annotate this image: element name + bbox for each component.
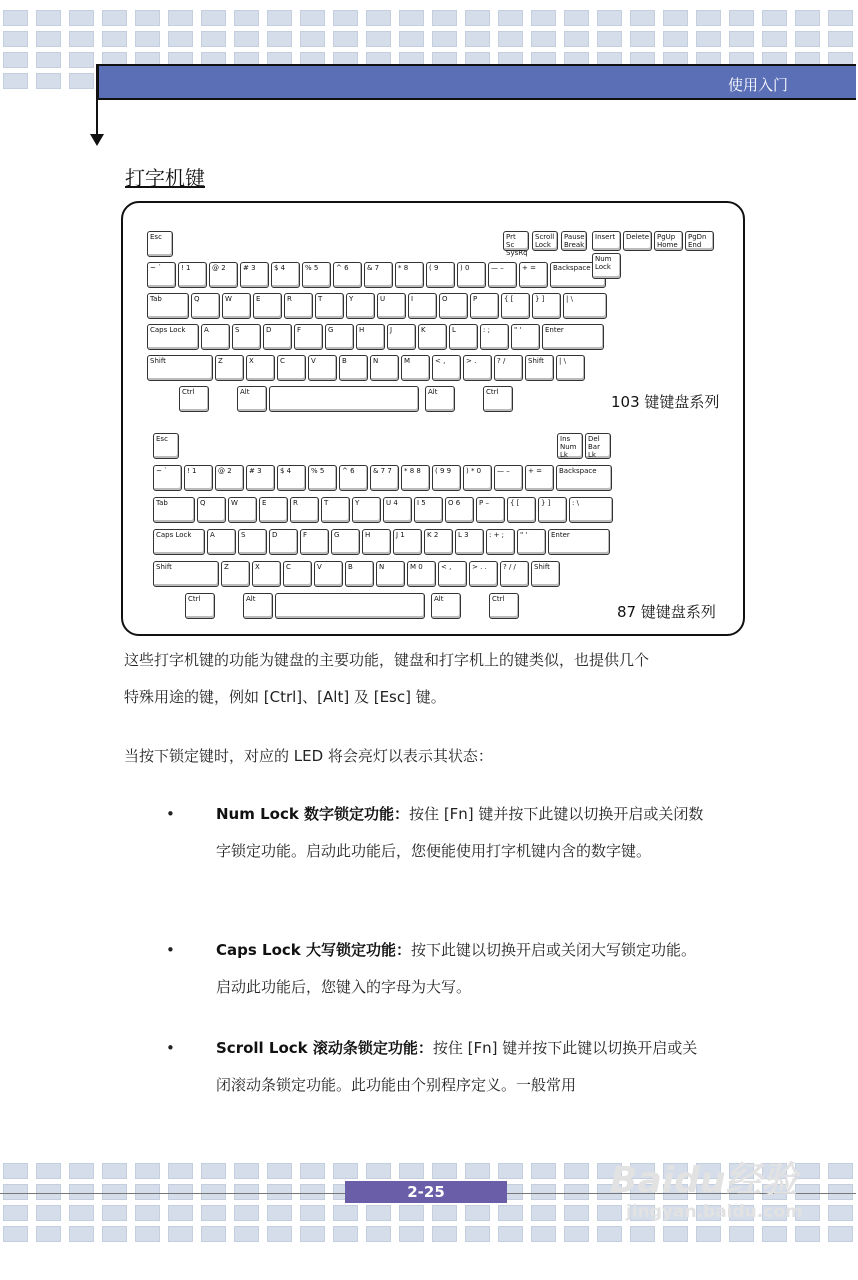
tile [597, 10, 622, 26]
key: R [284, 293, 313, 319]
tile [729, 1226, 754, 1242]
tile [663, 10, 688, 26]
tile [3, 1205, 28, 1221]
key: Q [197, 497, 226, 523]
key: { [ [501, 293, 530, 319]
key: + = [525, 465, 554, 491]
key: Delete [623, 231, 652, 251]
tile [366, 1163, 391, 1179]
tile [267, 1205, 292, 1221]
keyboard-87 [153, 433, 600, 613]
key: # 3 [240, 262, 269, 288]
tile [201, 1163, 226, 1179]
tile [432, 31, 457, 47]
tile [102, 1163, 127, 1179]
tile [102, 1226, 127, 1242]
key: O 6 [445, 497, 474, 523]
tile [531, 10, 556, 26]
key: ? / / [500, 561, 529, 587]
key: ~ ` [153, 465, 182, 491]
key: < , [438, 561, 467, 587]
key: & 7 [364, 262, 393, 288]
keyboard-103-caption: 103 键键盘系列 [611, 393, 720, 411]
keyboard-103 [147, 231, 727, 411]
tile [300, 31, 325, 47]
key: Tab [147, 293, 189, 319]
key: Shift [147, 355, 213, 381]
key: Ctrl [185, 593, 215, 619]
tile [168, 1184, 193, 1200]
tile [762, 10, 787, 26]
tile [828, 1163, 853, 1179]
tile [135, 1163, 160, 1179]
key: E [259, 497, 288, 523]
key: H [362, 529, 391, 555]
key: PgUp Home [654, 231, 683, 251]
tile [333, 1163, 358, 1179]
key: X [246, 355, 275, 381]
tile [267, 1163, 292, 1179]
tile [234, 31, 259, 47]
tile [630, 1226, 655, 1242]
key: T [321, 497, 350, 523]
tile [498, 1205, 523, 1221]
tile [366, 1226, 391, 1242]
key: V [314, 561, 343, 587]
key: P [470, 293, 499, 319]
key: ( 9 9 [432, 465, 461, 491]
key: M 0 [407, 561, 436, 587]
tile [135, 31, 160, 47]
watermark-url: jingyan.baidu.com [626, 1202, 803, 1222]
key: { [ [507, 497, 536, 523]
key: * 8 [395, 262, 424, 288]
tile [234, 10, 259, 26]
tile [300, 10, 325, 26]
key: Shift [153, 561, 219, 587]
key: Pause Break [561, 231, 587, 251]
key: & 7 7 [370, 465, 399, 491]
key: Ctrl [483, 386, 513, 412]
key: Y [352, 497, 381, 523]
tile [267, 1184, 292, 1200]
key: Prt Sc SysRq [503, 231, 529, 251]
key: D [269, 529, 298, 555]
bullet-num-lock [216, 796, 706, 870]
key: " ' [517, 529, 546, 555]
tile [300, 1163, 325, 1179]
tile [135, 1226, 160, 1242]
key: Caps Lock [153, 529, 205, 555]
tile [234, 1163, 259, 1179]
key: J [387, 324, 416, 350]
tile [333, 31, 358, 47]
key: U 4 [383, 497, 412, 523]
key: ^ 6 [339, 465, 368, 491]
tile [333, 1226, 358, 1242]
tile [795, 31, 820, 47]
key: E [253, 293, 282, 319]
tile [3, 1163, 28, 1179]
key: K 2 [424, 529, 453, 555]
tile [531, 1226, 556, 1242]
key: Caps Lock [147, 324, 199, 350]
tile [597, 1205, 622, 1221]
tile [102, 10, 127, 26]
bullet-scroll-lock-title: Scroll Lock 滚动条锁定功能： [216, 1039, 433, 1057]
tile [267, 10, 292, 26]
tile [597, 31, 622, 47]
key: N [370, 355, 399, 381]
key: G [331, 529, 360, 555]
key: F [294, 324, 323, 350]
key: ) 0 [457, 262, 486, 288]
key: @ 2 [209, 262, 238, 288]
key: T [315, 293, 344, 319]
tile [69, 1226, 94, 1242]
chapter-title: 使用入门 [727, 76, 788, 94]
tile [69, 1205, 94, 1221]
tile [432, 1163, 457, 1179]
tile [201, 10, 226, 26]
tile [399, 10, 424, 26]
tile [102, 1205, 127, 1221]
key: S [232, 324, 261, 350]
key: O [439, 293, 468, 319]
tile [201, 1184, 226, 1200]
tile [465, 1163, 490, 1179]
key: Insert [592, 231, 621, 251]
arrow-down-icon [96, 64, 98, 136]
key: % 5 [302, 262, 331, 288]
tile [762, 31, 787, 47]
key: | \ [563, 293, 607, 319]
key: Shift [525, 355, 554, 381]
key: B [345, 561, 374, 587]
bullet-dot: • [166, 805, 175, 823]
bullet-caps-lock-title: Caps Lock 大写锁定功能： [216, 941, 411, 959]
key: Z [221, 561, 250, 587]
tile [3, 1226, 28, 1242]
key: S [238, 529, 267, 555]
tile [531, 31, 556, 47]
tile [564, 31, 589, 47]
key: I [408, 293, 437, 319]
tile [432, 1205, 457, 1221]
key: Backspace [556, 465, 612, 491]
tile [3, 52, 28, 68]
arrow-head-icon [90, 134, 104, 146]
key: C [277, 355, 306, 381]
tile [333, 10, 358, 26]
key: " ' [511, 324, 540, 350]
tile [630, 31, 655, 47]
tile [564, 1205, 589, 1221]
tile [234, 1226, 259, 1242]
tile [267, 1226, 292, 1242]
key: Alt [425, 386, 455, 412]
tile [432, 1226, 457, 1242]
key: M [401, 355, 430, 381]
watermark-brand: Baidu经验 [610, 1160, 798, 1201]
key: X [252, 561, 281, 587]
tile [465, 31, 490, 47]
bullet-dot: • [166, 1039, 175, 1057]
tile [465, 1226, 490, 1242]
tile [564, 1163, 589, 1179]
tile [3, 31, 28, 47]
tile [729, 31, 754, 47]
key: R [290, 497, 319, 523]
tile [828, 31, 853, 47]
tile [135, 1205, 160, 1221]
tile [69, 73, 94, 89]
tile [36, 1226, 61, 1242]
key: Y [346, 293, 375, 319]
tile [498, 10, 523, 26]
tile [300, 1205, 325, 1221]
tile [597, 1226, 622, 1242]
key: : + ; [486, 529, 515, 555]
tile [168, 10, 193, 26]
key: Alt [237, 386, 267, 412]
tile [564, 1226, 589, 1242]
chapter-banner [97, 64, 856, 100]
key: Scroll Lock [532, 231, 558, 251]
key: F [300, 529, 329, 555]
tile [69, 1163, 94, 1179]
tile [531, 1163, 556, 1179]
tile [630, 10, 655, 26]
key: } ] [532, 293, 561, 319]
key: Num Lock [592, 253, 621, 279]
watermark [610, 1152, 803, 1222]
tile [432, 10, 457, 26]
tile [69, 10, 94, 26]
key: > . . [469, 561, 498, 587]
tile [69, 52, 94, 68]
tile [399, 1226, 424, 1242]
key: Enter [548, 529, 610, 555]
key: Q [191, 293, 220, 319]
key: Ctrl [489, 593, 519, 619]
key: Esc [147, 231, 173, 257]
bullet-dot: • [166, 941, 175, 959]
tile [267, 31, 292, 47]
tile [333, 1205, 358, 1221]
key: ^ 6 [333, 262, 362, 288]
tile [36, 1205, 61, 1221]
bullet-num-lock-text: 按住 [Fn] 键并按下此键以切换开启或关闭数字锁定功能。启动此功能后，您便能使用打字机键内含的数字键。 [216, 805, 704, 860]
key: W [222, 293, 251, 319]
key: I 5 [414, 497, 443, 523]
tile [498, 1163, 523, 1179]
key: B [339, 355, 368, 381]
key: } ] [538, 497, 567, 523]
key [275, 593, 425, 619]
key: * 8 8 [401, 465, 430, 491]
key: N [376, 561, 405, 587]
key: A [201, 324, 230, 350]
tile [564, 10, 589, 26]
key [269, 386, 419, 412]
key: Alt [431, 593, 461, 619]
tile [36, 1163, 61, 1179]
key: : ; [480, 324, 509, 350]
key: Backspace [550, 262, 606, 288]
page-number: 2-25 [345, 1181, 507, 1203]
key: $ 4 [271, 262, 300, 288]
tile [300, 1184, 325, 1200]
bullet-num-lock-title: Num Lock 数字锁定功能： [216, 805, 410, 823]
tile [36, 73, 61, 89]
keyboard-87-caption: 87 键键盘系列 [617, 603, 716, 621]
tile [498, 31, 523, 47]
key: G [325, 324, 354, 350]
key: < , [432, 355, 461, 381]
tile [201, 31, 226, 47]
keyboard-illustration [121, 201, 745, 636]
tile [36, 31, 61, 47]
tile [366, 10, 391, 26]
tile [168, 1163, 193, 1179]
key: $ 4 [277, 465, 306, 491]
tile [3, 10, 28, 26]
tile [795, 10, 820, 26]
key: H [356, 324, 385, 350]
key: C [283, 561, 312, 587]
tile [234, 1184, 259, 1200]
key: K [418, 324, 447, 350]
key: @ 2 [215, 465, 244, 491]
bullet-scroll-lock [216, 1030, 706, 1104]
key: ) * 0 [463, 465, 492, 491]
tile [135, 1184, 160, 1200]
tile [795, 1163, 820, 1179]
tile [234, 1205, 259, 1221]
tile [399, 1205, 424, 1221]
tile [102, 1184, 127, 1200]
tile [399, 1163, 424, 1179]
tile [498, 1226, 523, 1242]
key: Enter [542, 324, 604, 350]
key: | \ [556, 355, 585, 381]
key: Tab [153, 497, 195, 523]
tile [531, 1205, 556, 1221]
tile [102, 31, 127, 47]
key: L [449, 324, 478, 350]
intro-paragraph-line-1: 这些打字机键的功能为键盘的主要功能，键盘和打字机上的键类似，也提供几个 [124, 651, 650, 669]
bullet-caps-lock-text: 按下此键以切换开启或关闭大写锁定功能。启动此功能后，您键入的字母为大写。 [216, 941, 696, 996]
tile [696, 31, 721, 47]
key: Ins Num Lk [557, 433, 583, 459]
key: D [263, 324, 292, 350]
tile [663, 1226, 688, 1242]
tile [696, 10, 721, 26]
tile [69, 31, 94, 47]
key: ? / [494, 355, 523, 381]
tile [531, 1184, 556, 1200]
key: Z [215, 355, 244, 381]
tile [36, 52, 61, 68]
tile [36, 10, 61, 26]
key: > . [463, 355, 492, 381]
tile [135, 10, 160, 26]
tile [3, 73, 28, 89]
tile [3, 1184, 28, 1200]
tile [795, 1184, 820, 1200]
key: — – [488, 262, 517, 288]
key: % 5 [308, 465, 337, 491]
bullet-scroll-lock-text: 按住 [Fn] 键并按下此键以切换开启或关闭滚动条锁定功能。此功能由个别程序定义。一般常用 [216, 1039, 698, 1094]
key: Shift [531, 561, 560, 587]
key: Ctrl [179, 386, 209, 412]
tile [201, 1226, 226, 1242]
tile [795, 1226, 820, 1242]
key: U [377, 293, 406, 319]
intro-paragraph-line-2: 特殊用途的键，例如 [Ctrl]、[Alt] 及 [Esc] 键。 [124, 688, 446, 706]
tile [828, 1205, 853, 1221]
key: Alt [243, 593, 273, 619]
key: ! 1 [178, 262, 207, 288]
key: L 3 [455, 529, 484, 555]
tile [564, 1184, 589, 1200]
key: ~ ` [147, 262, 176, 288]
tile [828, 1184, 853, 1200]
tile [465, 1205, 490, 1221]
tile [366, 31, 391, 47]
tile [762, 1226, 787, 1242]
tile [168, 31, 193, 47]
tile [36, 1184, 61, 1200]
tile [729, 10, 754, 26]
tile [399, 31, 424, 47]
key: W [228, 497, 257, 523]
tile [828, 10, 853, 26]
key: + = [519, 262, 548, 288]
key: # 3 [246, 465, 275, 491]
tile [663, 31, 688, 47]
tile [828, 1226, 853, 1242]
tile [300, 1226, 325, 1242]
key: J 1 [393, 529, 422, 555]
key: A [207, 529, 236, 555]
key: PgDn End [685, 231, 714, 251]
key: Esc [153, 433, 179, 459]
key: ( 9 [426, 262, 455, 288]
tile [366, 1205, 391, 1221]
key: V [308, 355, 337, 381]
section-title: 打字机键 [125, 166, 205, 190]
lock-intro-paragraph: 当按下锁定键时，对应的 LED 将会亮灯以表示其状态： [124, 747, 493, 765]
key: — – [494, 465, 523, 491]
bullet-caps-lock [216, 932, 706, 1006]
tile [168, 1205, 193, 1221]
tile [465, 10, 490, 26]
tile [201, 1205, 226, 1221]
key: P – [476, 497, 505, 523]
tile [696, 1226, 721, 1242]
key: : \ [569, 497, 613, 523]
tile [168, 1226, 193, 1242]
key: ! 1 [184, 465, 213, 491]
tile [69, 1184, 94, 1200]
key: Del Bar Lk [585, 433, 611, 459]
